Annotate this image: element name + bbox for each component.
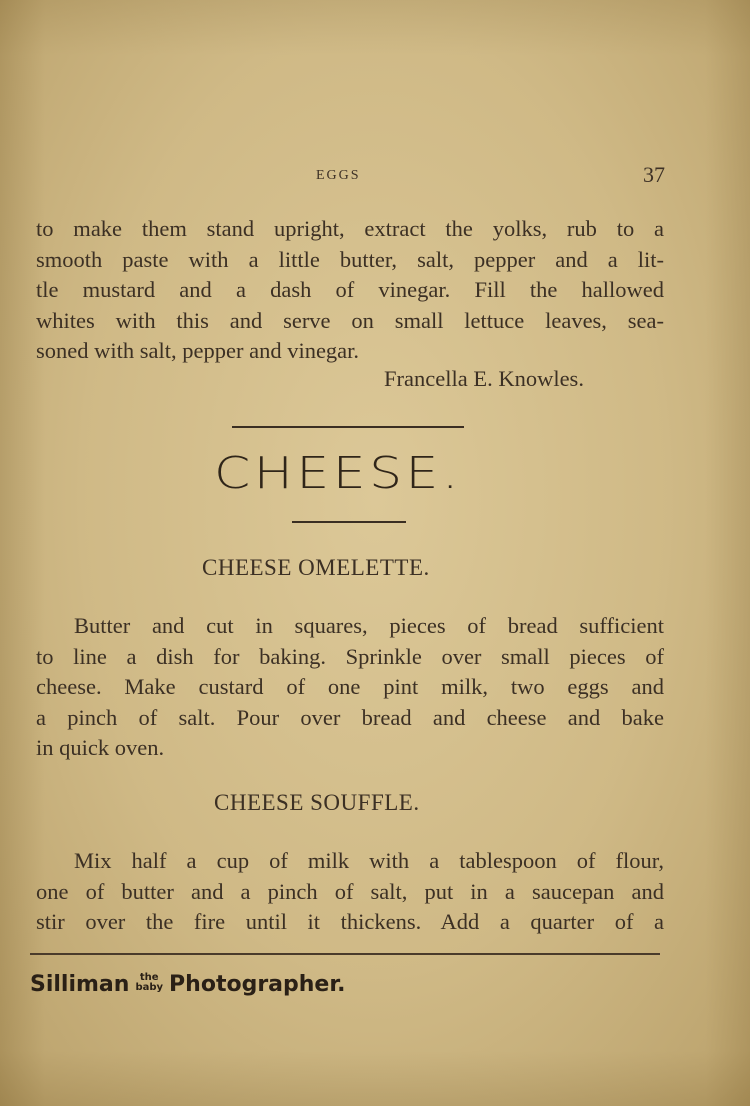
footer-small-bottom: baby	[135, 982, 164, 993]
footer-small-top: the	[139, 972, 159, 983]
text-line: a pinch of salt. Pour over bread and cheese and bake	[36, 704, 664, 730]
text-line: to make them stand upright, extract the yolks, rub to a	[36, 216, 664, 241]
text-line: Butter and cut in squares, pieces of bread sufficient	[74, 613, 664, 638]
continued-recipe-text	[36, 214, 664, 367]
page-number: 37	[643, 162, 665, 187]
footer-divider	[30, 953, 660, 955]
footer-advertisement	[30, 972, 345, 997]
footer-small-text	[135, 973, 163, 993]
recipe-title-cheese-souffle: CHEESE SOUFFLE.	[214, 790, 420, 815]
footer-name: Silliman	[30, 972, 130, 997]
recipe-author: Francella E. Knowles.	[384, 366, 584, 391]
text-line: tle mustard and a dash of vinegar. Fill the hallowed	[36, 277, 664, 302]
text-line: cheese. Make custard of one pint milk, two eggs and	[36, 674, 664, 699]
text-line: to line a dish for baking. Sprinkle over small pieces of	[36, 643, 664, 669]
text-line: soned with salt, pepper and vinegar.	[36, 338, 360, 363]
text-line: Mix half a cup of milk with a tablespoon of flour,	[74, 848, 664, 873]
recipe-body-cheese-omelette	[36, 611, 664, 764]
recipe-body-cheese-souffle	[36, 846, 664, 938]
footer-profession: Photographer.	[169, 972, 346, 997]
recipe-title-cheese-omelette: CHEESE OMELETTE.	[202, 555, 430, 580]
running-title: EGGS	[316, 168, 361, 183]
section-divider-bottom	[292, 521, 406, 523]
text-line: whites with this and serve on small lettuce leaves, sea-	[36, 307, 664, 333]
text-line: one of butter and a pinch of salt, put in a saucepan and	[36, 878, 664, 904]
section-divider-top	[232, 426, 464, 428]
text-line: smooth paste with a little butter, salt, pepper and a lit-	[36, 246, 664, 272]
text-line: in quick oven.	[36, 735, 165, 760]
section-title: CHEESE.	[214, 448, 462, 499]
text-line: stir over the fire until it thickens. Add a quarter of a	[36, 909, 664, 934]
